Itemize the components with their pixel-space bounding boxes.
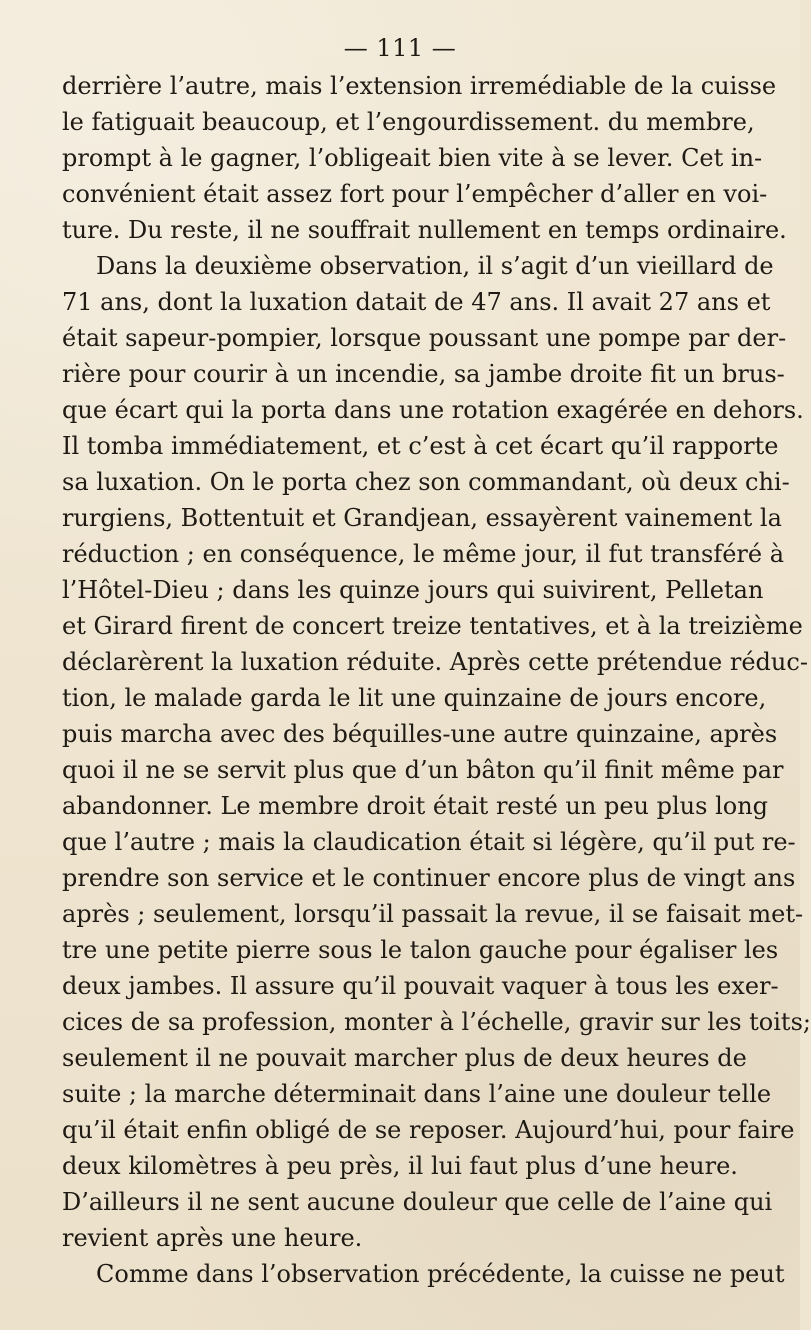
text-line: après ; seulement, lorsqu’il passait la revue, il se faisait met- [62, 900, 804, 928]
text-line: D’ailleurs il ne sent aucune douleur que celle de l’aine qui [62, 1188, 773, 1216]
text-line: que l’autre ; mais la claudication était si légère, qu’il put re- [62, 828, 796, 856]
text-line: le fatiguait beaucoup, et l’engourdissement. du membre, [62, 108, 755, 136]
text-line: quoi il ne se servit plus que d’un bâton qu’il finit même par [62, 756, 784, 784]
text-line: revient après une heure. [62, 1224, 363, 1252]
text-line: abandonner. Le membre droit était resté un peu plus long [62, 792, 769, 820]
text-line: déclarèrent la luxation réduite. Après cette prétendue réduc- [62, 648, 808, 676]
text-line: sa luxation. On le porta chez son commandant, où deux chi- [62, 468, 790, 496]
text-line: derrière l’autre, mais l’extension irremédiable de la cuisse [62, 72, 777, 100]
body-text [62, 68, 811, 1292]
text-line: Comme dans l’observation précédente, la cuisse ne peut [96, 1260, 785, 1288]
text-line: que écart qui la porta dans une rotation exagérée en dehors. [62, 396, 804, 424]
text-line: puis marcha avec des béquilles-une autre quinzaine, après [62, 720, 778, 748]
text-line: cices de sa profession, monter à l’échelle, gravir sur les toits; [62, 1008, 811, 1036]
text-line: Dans la deuxième observation, il s’agit d’un vieillard de [96, 252, 774, 280]
text-line: convénient était assez fort pour l’empêcher d’aller en voi- [62, 180, 768, 208]
text-line: ture. Du reste, il ne souffrait nullement en temps ordinaire. [62, 216, 787, 244]
text-line: qu’il était enfin obligé de se reposer. Aujourd’hui, pour faire [62, 1116, 795, 1144]
text-line: rière pour courir à un incendie, sa jambe droite fit un brus- [62, 360, 785, 388]
text-line: tion, le malade garda le lit une quinzaine de jours encore, [62, 684, 767, 712]
text-line: seulement il ne pouvait marcher plus de deux heures de [62, 1044, 747, 1072]
text-line: était sapeur-pompier, lorsque poussant une pompe par der- [62, 324, 787, 352]
page-header: — 111 — [343, 34, 457, 62]
text-line: réduction ; en conséquence, le même jour, il fut transféré à [62, 540, 785, 568]
text-line: suite ; la marche déterminait dans l’aine une douleur telle [62, 1080, 772, 1108]
text-line: et Girard firent de concert treize tentatives, et à la treizième [62, 612, 803, 640]
text-line: prendre son service et le continuer encore plus de vingt ans [62, 864, 796, 892]
text-line: deux jambes. Il assure qu’il pouvait vaquer à tous les exer- [62, 972, 779, 1000]
text-line: prompt à le gagner, l’obligeait bien vite à se lever. Cet in- [62, 144, 763, 172]
text-line: deux kilomètres à peu près, il lui faut plus d’une heure. [62, 1152, 738, 1180]
text-line: l’Hôtel-Dieu ; dans les quinze jours qui suivirent, Pelletan [62, 576, 764, 604]
text-line: rurgiens, Bottentuit et Grandjean, essayèrent vainement la [62, 504, 782, 532]
text-line: Il tomba immédiatement, et c’est à cet écart qu’il rapporte [62, 432, 779, 460]
text-line: tre une petite pierre sous le talon gauche pour égaliser les [62, 936, 779, 964]
text-line: 71 ans, dont la luxation datait de 47 ans. Il avait 27 ans et [62, 288, 771, 316]
